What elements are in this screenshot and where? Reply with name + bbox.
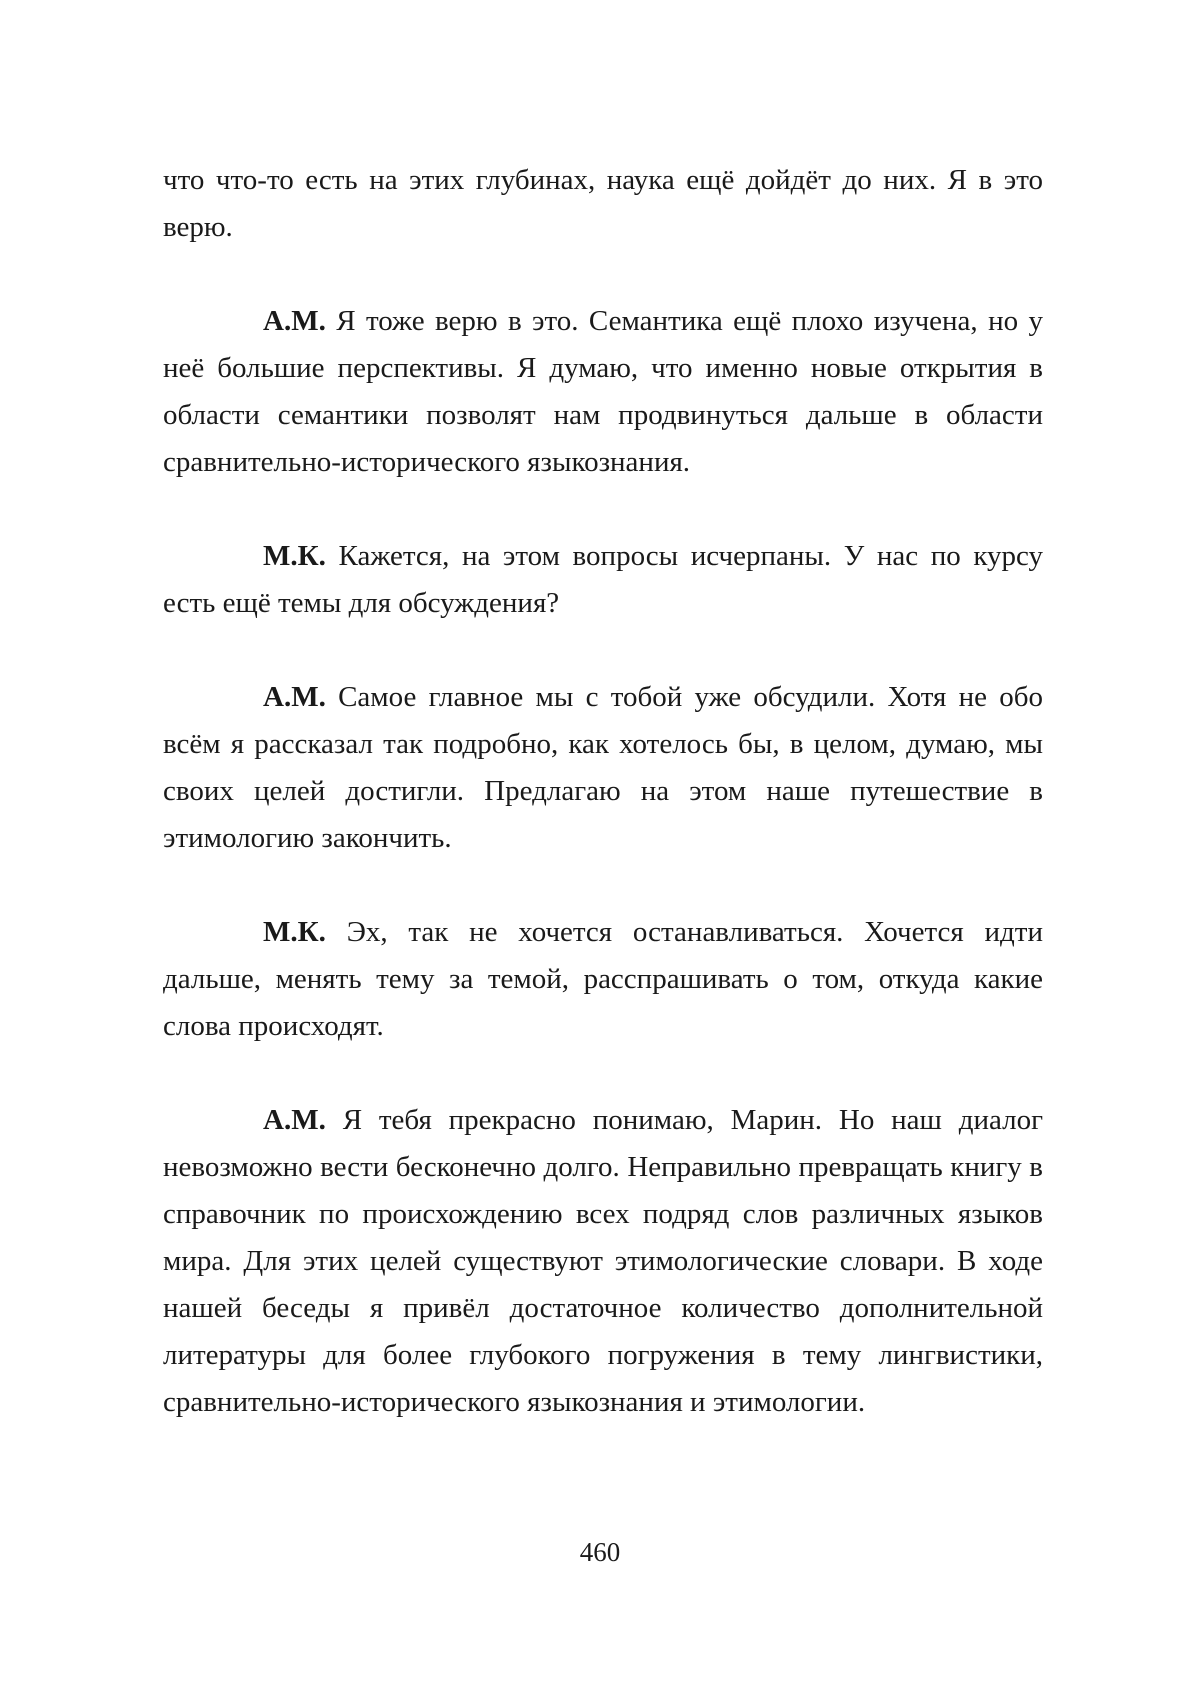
paragraph-text: Я тебя прекрасно понимаю, Марин. Но наш диалог невозможно вести бесконечно долго. Неправильно превращать книгу в справочник по происхождению всех подряд слов различных языков мира. Для этих целей существуют этимологические словари. В ходе нашей беседы я привёл достаточное количество дополнительной литературы для более глубокого погружения в тему лингвистики, сравнительно-исторического языкознания и этимологии. [163,1104,1043,1418]
dialogue-paragraph [163,1097,1043,1426]
dialogue-paragraph [163,674,1043,862]
speaker-label: М.К. [263,540,326,572]
speaker-label: М.К. [263,916,326,948]
speaker-label: А.М. [263,1104,326,1136]
page-body [163,157,1043,1426]
paragraph-text: Эх, так не хочется останавливаться. Хочется идти дальше, менять тему за темой, расспрашивать о том, откуда какие слова происходят. [163,916,1043,1042]
speaker-label: А.М. [263,305,326,337]
paragraph-text: Самое главное мы с тобой уже обсудили. Хотя не обо всём я рассказал так подробно, как хотелось бы, в целом, думаю, мы своих целей достигли. Предлагаю на этом наше путешествие в этимологию закончить. [163,681,1043,854]
dialogue-paragraph [163,533,1043,627]
paragraph-text: Я тоже верю в это. Семантика ещё плохо изучена, но у неё большие перспективы. Я думаю, что именно новые открытия в области семантики позволят нам продвинуться дальше в области сравнительно-исторического языкознания. [163,305,1043,478]
page-number: 460 [579,1537,621,1567]
paragraph-continuation [163,157,1043,251]
dialogue-paragraph [163,298,1043,486]
paragraph-text: что что-то есть на этих глубинах, наука ещё дойдёт до них. Я в это верю. [163,164,1043,243]
paragraph-text: Кажется, на этом вопросы исчерпаны. У нас по курсу есть ещё темы для обсуждения? [163,540,1043,619]
speaker-label: А.М. [263,681,326,713]
dialogue-paragraph [163,909,1043,1050]
